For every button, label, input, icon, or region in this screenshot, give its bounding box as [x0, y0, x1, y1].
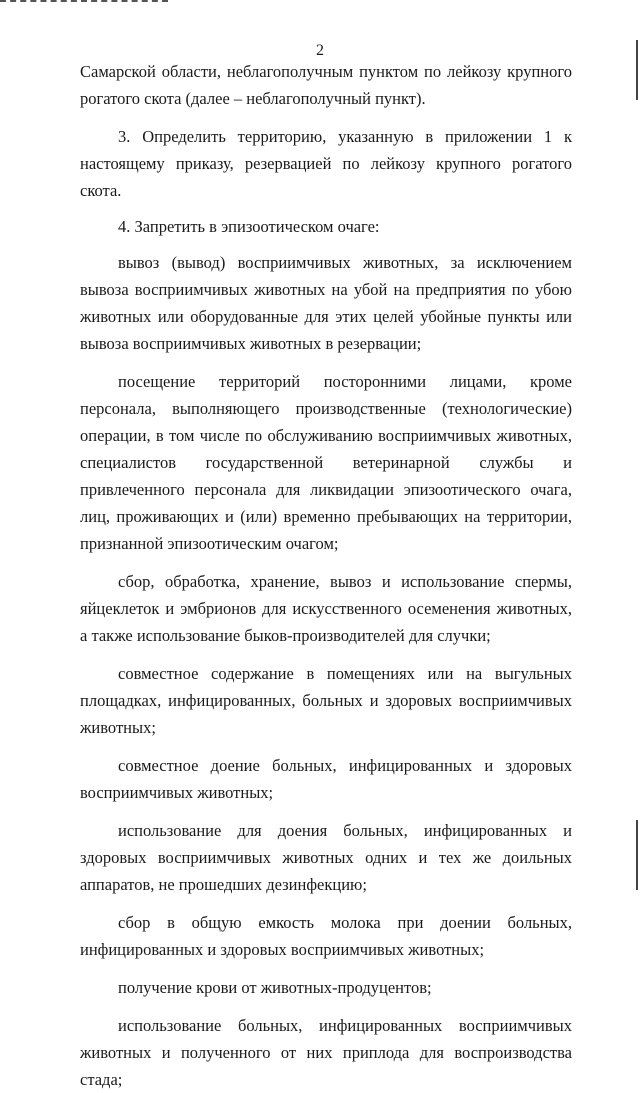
paragraph-2: 3. Определить территорию, указанную в приложении 1 к настоящему приказу, резервацией по лейкозу крупного рогатого скота. [80, 127, 572, 200]
scan-right-edge-mark-lower [636, 820, 638, 890]
paragraph-7: совместное содержание в помещениях или на выгульных площадках, инфицированных, больных и здоровых восприимчивых животных; [80, 664, 572, 737]
paragraph-3: 4. Запретить в эпизоотическом очаге: [118, 217, 380, 236]
paragraph-10: сбор в общую емкость молока при доении больных, инфицированных и здоровых восприимчивых животных; [80, 913, 572, 959]
paragraph-6: сбор, обработка, хранение, вывоз и использование спермы, яйцеклеток и эмбрионов для искусственного осеменения животных, а также использование быков-производителей для случки; [80, 572, 572, 645]
page-number: 2 [316, 42, 324, 59]
paragraph-1: Самарской области, неблагополучным пунктом по лейкозу крупного рогатого скота (далее – неблагополучный пункт). [80, 62, 572, 108]
paragraph-11: получение крови от животных-продуцентов; [118, 978, 432, 997]
paragraph-9: использование для доения больных, инфицированных и здоровых восприимчивых животных одних и тех же доильных аппаратов, не прошедших дезинфекцию; [80, 821, 572, 894]
document-body [80, 58, 572, 1093]
paragraph-5: посещение территорий посторонними лицами, кроме персонала, выполняющего производственные (технологические) операции, в том числе по обслуживанию восприимчивых животных, специалистов государственной ветеринарной службы и привлеченного персонала для ликвидации эпизоотического очага, лиц, проживающих и (или) временно пребывающих на территории, признанной эпизоотическим очагом; [80, 372, 572, 553]
paragraph-8: совместное доение больных, инфицированных и здоровых восприимчивых животных; [80, 756, 572, 802]
paragraph-4: вывоз (вывод) восприимчивых животных, за исключением вывоза восприимчивых животных на убой на предприятия по убою животных или оборудованные для этих целей убойные пункты или вывоза восприимчивых животных в резервации; [80, 253, 572, 353]
paragraph-12: использование больных, инфицированных восприимчивых животных и полученного от них приплода для воспроизводства стада; [80, 1016, 572, 1089]
scan-top-edge-mark [0, 0, 168, 4]
